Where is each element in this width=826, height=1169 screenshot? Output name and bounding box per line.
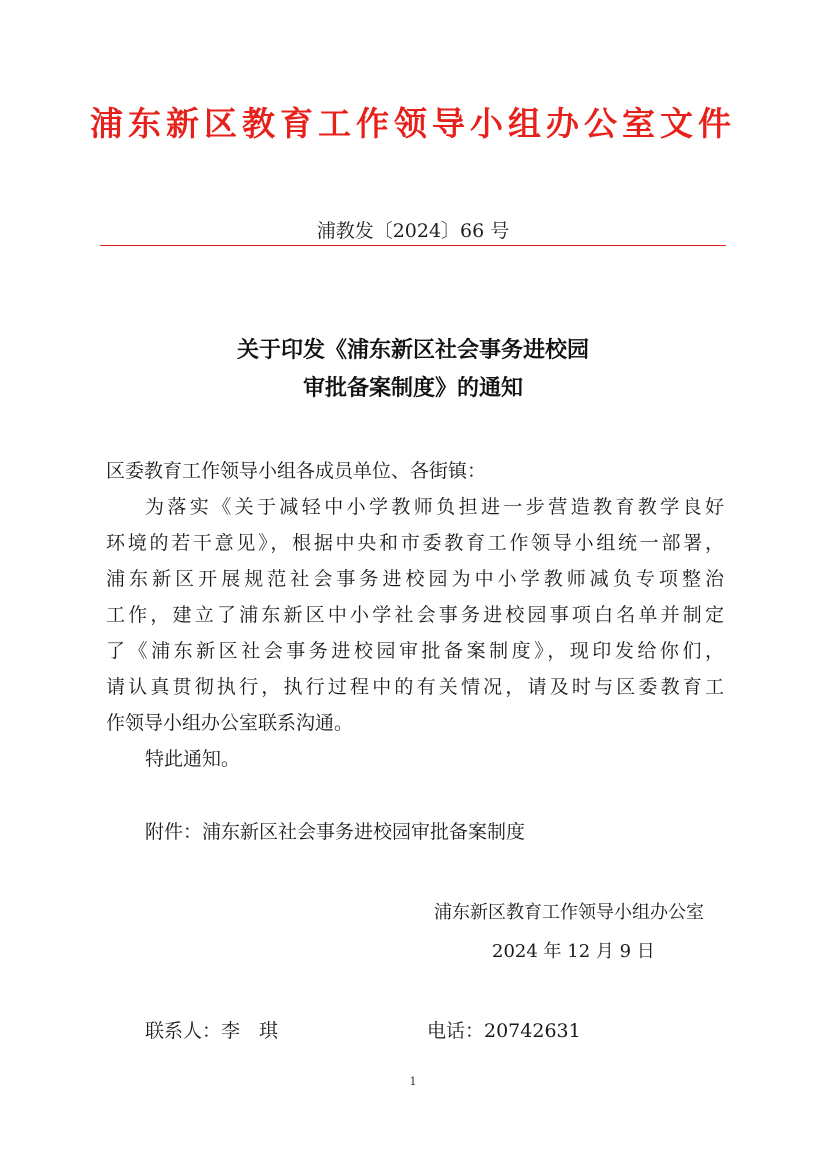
salutation: 区委教育工作领导小组各成员单位、各街镇：: [106, 460, 487, 482]
signature-organization: 浦东新区教育工作领导小组办公室: [434, 902, 704, 923]
paragraph-line: 环境的若干意见》，根据中央和市委教育工作领导小组统一部署，: [106, 532, 724, 554]
paragraph-line: 了《浦东新区社会事务进校园审批备案制度》，现印发给你们，: [106, 640, 724, 662]
document-number: 浦教发〔2024〕66 号: [316, 220, 510, 242]
notice-title-line-1: 关于印发《浦东新区社会事务进校园: [236, 338, 589, 363]
attachment-line: 附件：浦东新区社会事务进校园审批备案制度: [145, 821, 526, 843]
contact-phone: 电话：20742631: [427, 1020, 581, 1042]
closing-text: 特此通知。: [145, 748, 241, 770]
masthead-title: 浦东新区教育工作领导小组办公室文件: [90, 104, 736, 143]
notice-title: [100, 332, 726, 408]
paragraph-line: 浦东新区开展规范社会事务进校园为中小学教师减负专项整治: [106, 568, 724, 590]
contact-person: 联系人：李 琪: [145, 1020, 279, 1042]
red-divider-line: [100, 245, 726, 246]
paragraph-line: 为落实《关于减轻中小学教师负担进一步营造教育教学良好: [145, 496, 724, 518]
signature-date: 2024 年 12 月 9 日: [492, 941, 655, 962]
notice-title-line-2: 审批备案制度》的通知: [302, 376, 523, 401]
paragraph-line: 工作，建立了浦东新区中小学社会事务进校园事项白名单并制定: [106, 604, 724, 626]
paragraph-line: 作领导小组办公室联系沟通。: [106, 712, 354, 734]
paragraph-line: 请认真贯彻执行，执行过程中的有关情况，请及时与区委教育工: [106, 676, 724, 698]
page-number: 1: [409, 1075, 417, 1088]
